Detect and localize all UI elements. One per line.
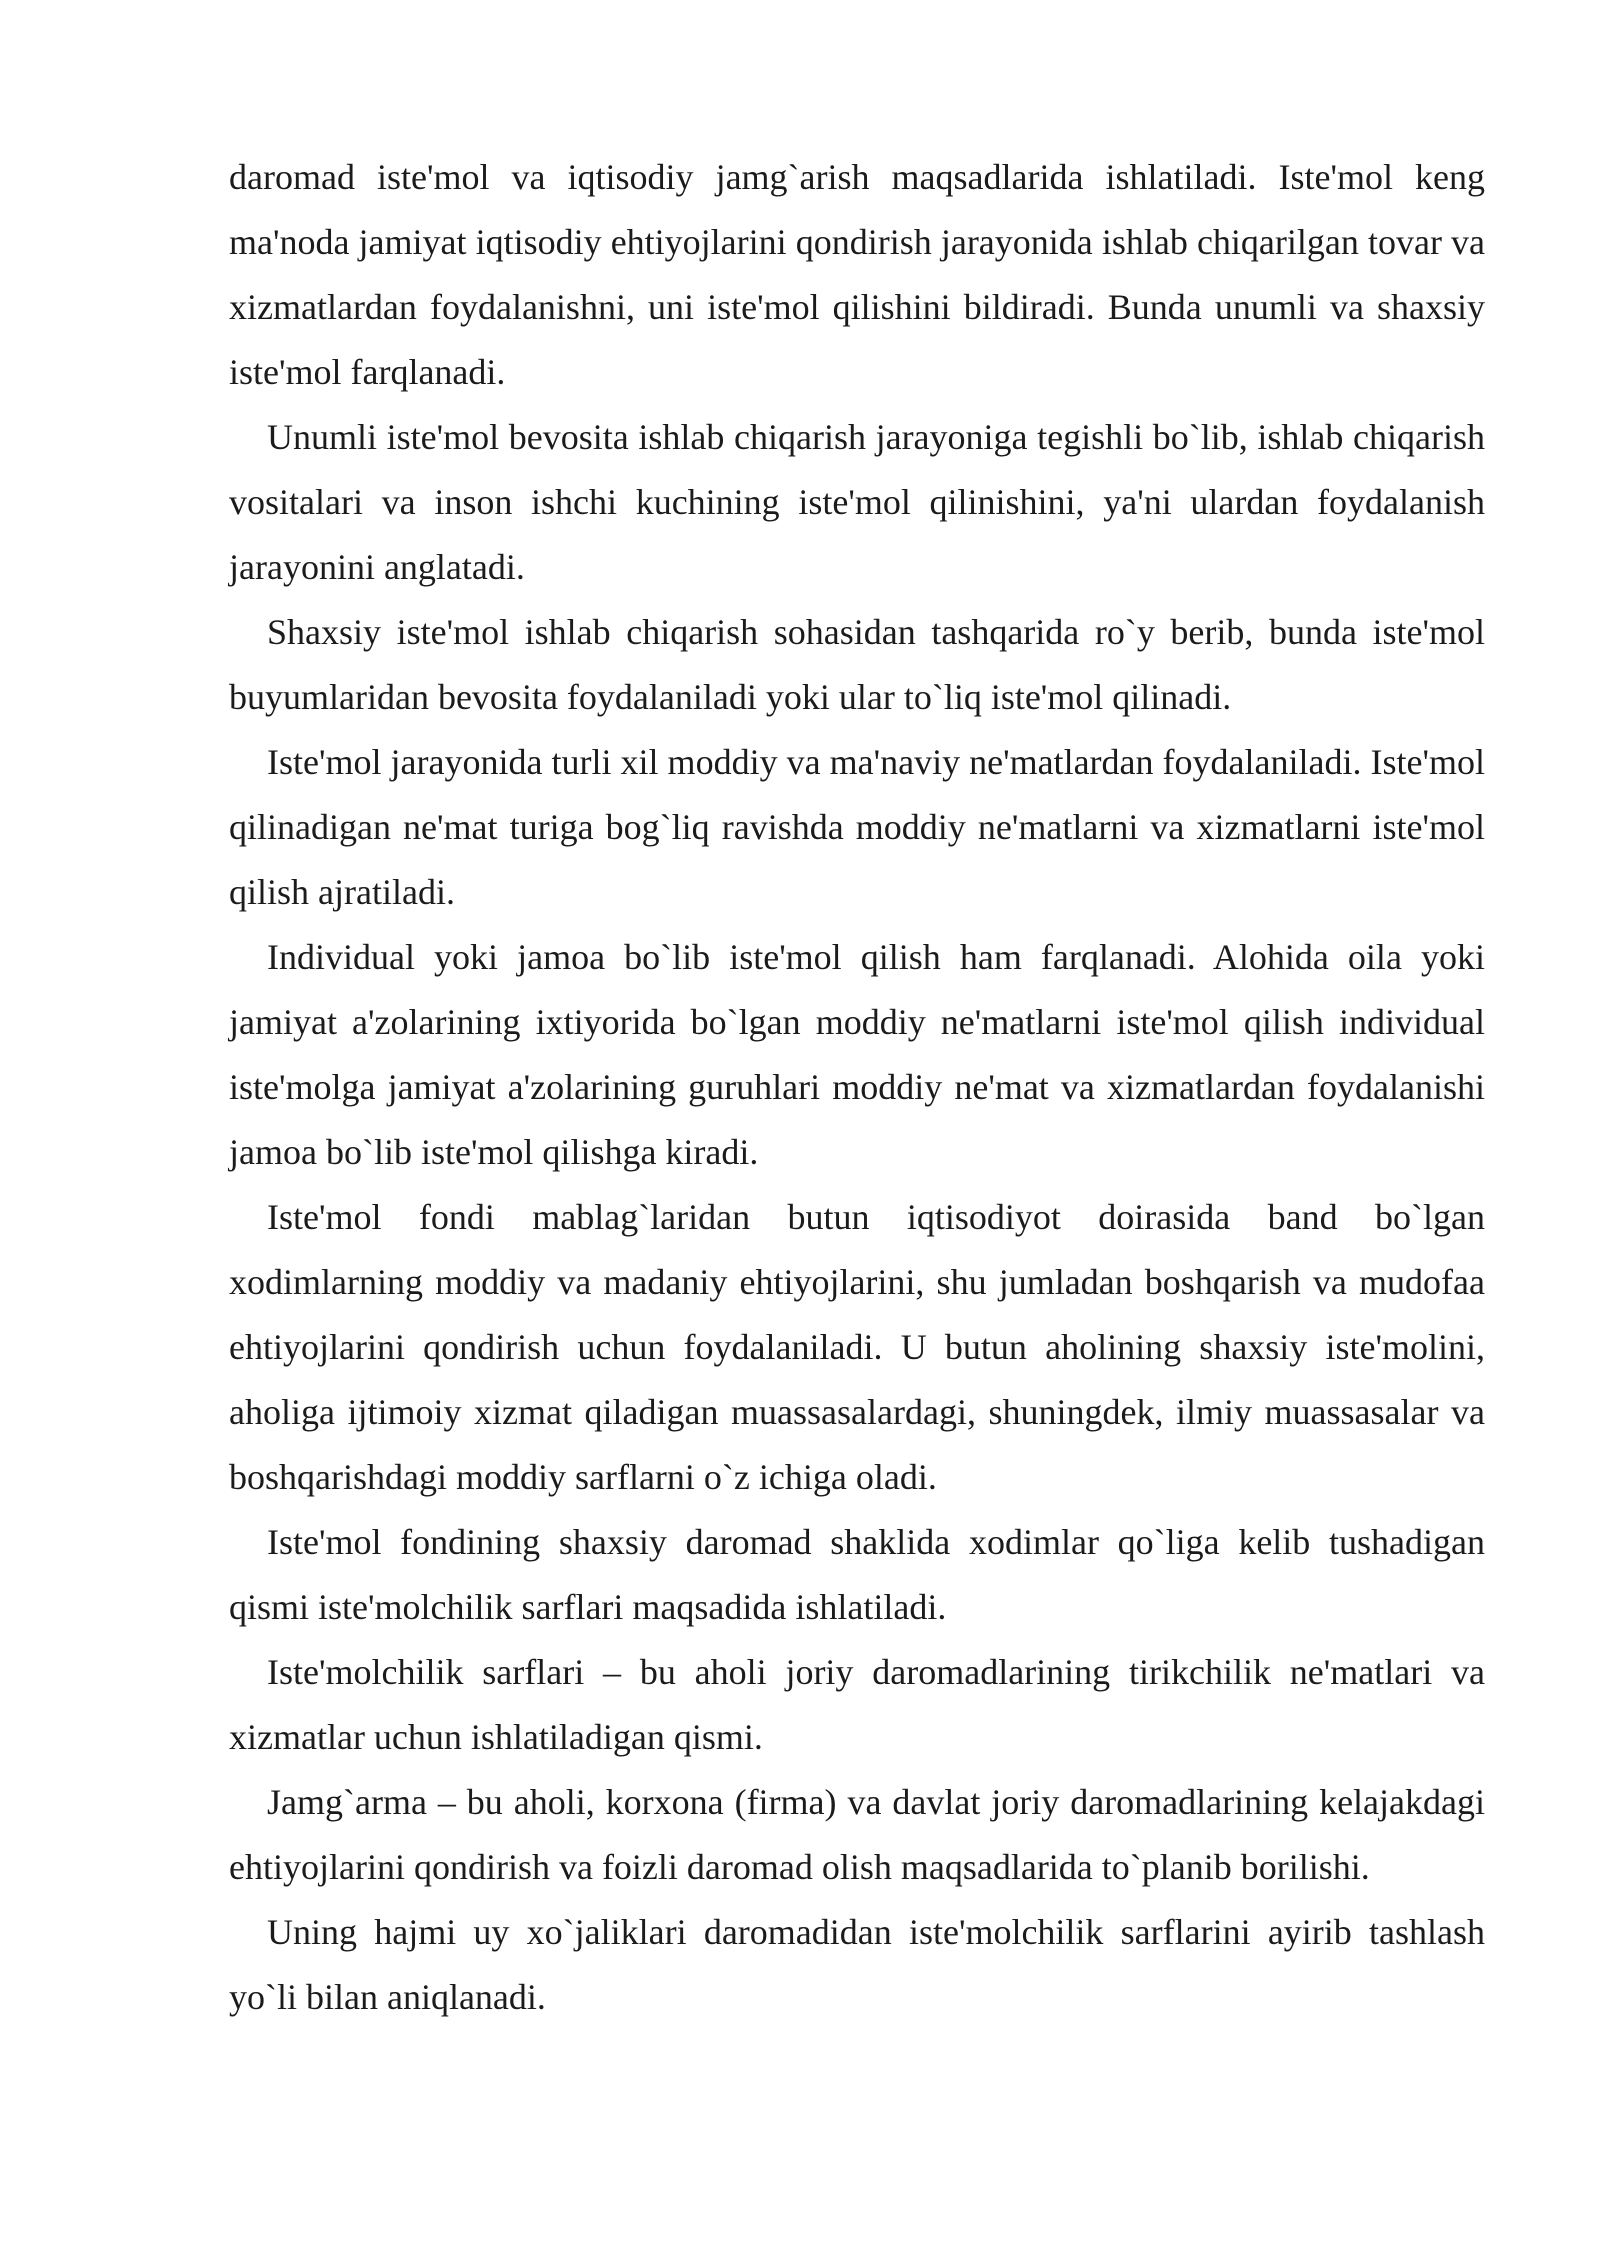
paragraph-shaxsiy-istemol: Shaxsiy iste'mol ishlab chiqarish sohasidan tashqarida ro`y berib, bunda iste'mol buyumlaridan bevosita foydalaniladi yoki ular to`liq iste'mol qilinadi. [229, 612, 1485, 717]
paragraph-unumli-istemol: Unumli iste'mol bevosita ishlab chiqarish jarayoniga tegishli bo`lib, ishlab chiqarish vositalari va inson ishchi kuchining iste'mol qilinishini, ya'ni ulardan foydalanish jarayonini anglatadi. [229, 417, 1485, 587]
paragraph-istemol-fondi: Iste'mol fondi mablag`laridan butun iqtisodiyot doirasida band bo`lgan xodimlarning moddiy va madaniy ehtiyojlarini, shu jumladan boshqarish va mudofaa ehtiyojlarini qondirish uchun foydalaniladi. U butun aholining shaxsiy iste'molini, aholiga ijtimoiy xizmat qiladigan muassasalardagi, shuningdek, ilmiy muassasalar va boshqarishdagi moddiy sarflarni o`z ichiga oladi. [229, 1197, 1485, 1497]
paragraph-hajmi: Uning hajmi uy xo`jaliklari daromadidan iste'molchilik sarflarini ayirib tashlash yo`li bilan aniqlanadi. [229, 1912, 1485, 2017]
paragraph-jamgarma: Jamg`arma – bu aholi, korxona (firma) va davlat joriy daromadlarining kelajakdagi ehtiyojlarini qondirish va foizli daromad olish maqsadlarida to`planib borilishi. [229, 1782, 1485, 1887]
paragraph-istemolchilik-sarflari: Iste'molchilik sarflari – bu aholi joriy daromadlarining tirikchilik ne'matlari va xizmatlar uchun ishlatiladigan qismi. [229, 1652, 1485, 1757]
document-body [229, 145, 1485, 2030]
paragraph-continuation: daromad iste'mol va iqtisodiy jamg`arish maqsadlarida ishlatiladi. Iste'mol keng ma'noda jamiyat iqtisodiy ehtiyojlarini qondirish jarayonida ishlab chiqarilgan tovar va xizmatlardan foydalanishni, uni iste'mol qilishini bildiradi. Bunda unumli va shaxsiy iste'mol farqlanadi. [229, 157, 1485, 392]
paragraph-individual-jamoa: Individual yoki jamoa bo`lib iste'mol qilish ham farqlanadi. Alohida oila yoki jamiyat a'zolarining ixtiyorida bo`lgan moddiy ne'matlarni iste'mol qilish individual iste'molga jamiyat a'zolarining guruhlari moddiy ne'mat va xizmatlardan foydalanishi jamoa bo`lib iste'mol qilishga kiradi. [229, 937, 1485, 1172]
paragraph-istemol-jarayoni: Iste'mol jarayonida turli xil moddiy va ma'naviy ne'matlardan foydalaniladi. Iste'mol qilinadigan ne'mat turiga bog`liq ravishda moddiy ne'matlarni va xizmatlarni iste'mol qilish ajratiladi. [229, 742, 1485, 912]
paragraph-shaxsiy-daromad: Iste'mol fondining shaxsiy daromad shaklida xodimlar qo`liga kelib tushadigan qismi iste'molchilik sarflari maqsadida ishlatiladi. [229, 1522, 1485, 1627]
